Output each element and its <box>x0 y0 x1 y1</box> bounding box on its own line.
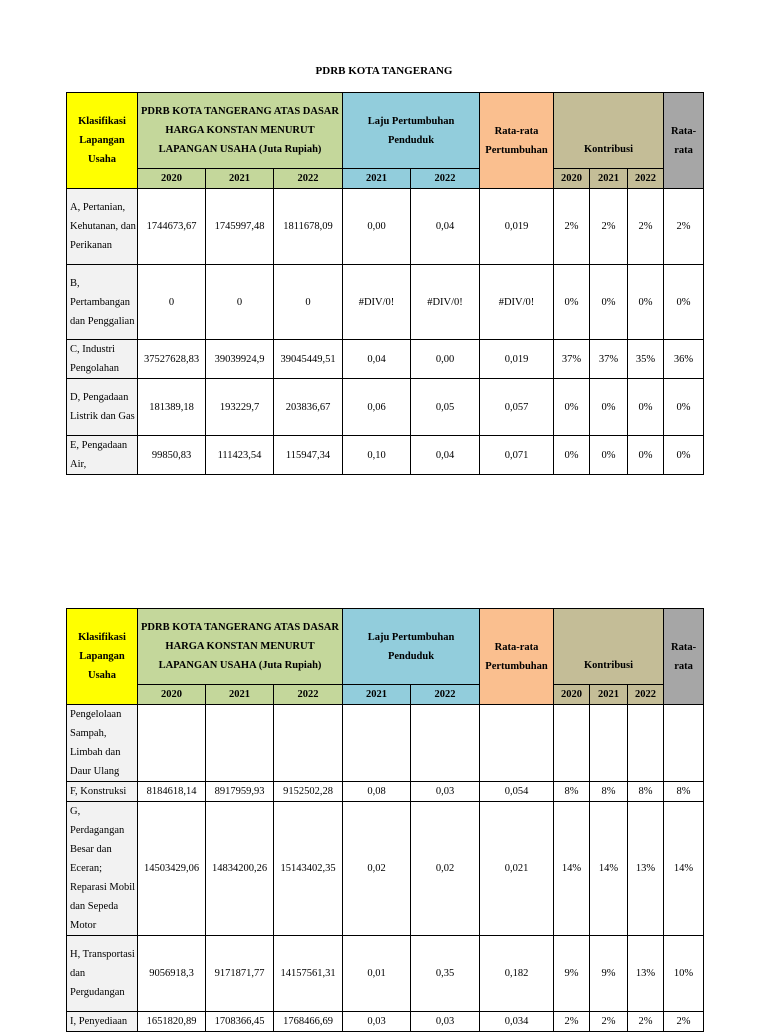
cell-k2021: 9% <box>590 936 628 1012</box>
cell-v2021 <box>206 705 274 782</box>
table-row <box>67 436 704 475</box>
cell-rata: 0,019 <box>480 340 554 379</box>
row-label: D, Pengadaan Listrik dan Gas <box>67 379 138 436</box>
cell-laju2022: 0,00 <box>411 340 480 379</box>
year-kontribusi: 2022 <box>628 685 664 705</box>
cell-avg: 0% <box>664 436 704 475</box>
cell-v2022: 0 <box>274 265 343 340</box>
table-row <box>67 936 704 1012</box>
header-pdrb: PDRB KOTA TANGERANG ATAS DASAR HARGA KONSTAN MENURUT LAPANGAN USAHA (Juta Rupiah) <box>138 609 343 685</box>
year-pdrb: 2020 <box>138 685 206 705</box>
cell-v2022: 115947,34 <box>274 436 343 475</box>
cell-laju2022: 0,05 <box>411 379 480 436</box>
header-ratarata: Rata-rata <box>664 93 704 189</box>
cell-avg: 14% <box>664 802 704 936</box>
cell-k2020: 14% <box>554 802 590 936</box>
cell-k2020: 0% <box>554 265 590 340</box>
table-row <box>67 782 704 802</box>
cell-laju2022: 0,04 <box>411 189 480 265</box>
cell-v2022 <box>274 705 343 782</box>
year-laju: 2021 <box>343 169 411 189</box>
cell-rata: 0,071 <box>480 436 554 475</box>
row-label: E, Pengadaan Air, <box>67 436 138 475</box>
cell-v2022: 1811678,09 <box>274 189 343 265</box>
cell-v2021: 0 <box>206 265 274 340</box>
year-pdrb: 2020 <box>138 169 206 189</box>
cell-laju2021: 0,06 <box>343 379 411 436</box>
cell-k2020: 8% <box>554 782 590 802</box>
cell-k2021: 0% <box>590 265 628 340</box>
header-laju: Laju Pertumbuhan Penduduk <box>343 93 480 169</box>
cell-avg: 36% <box>664 340 704 379</box>
table-row <box>67 1012 704 1032</box>
row-label: A, Pertanian, Kehutanan, dan Perikanan <box>67 189 138 265</box>
cell-k2022: 13% <box>628 936 664 1012</box>
cell-v2020: 14503429,06 <box>138 802 206 936</box>
cell-laju2022: 0,03 <box>411 1012 480 1032</box>
cell-laju2022 <box>411 705 480 782</box>
cell-k2022: 0% <box>628 436 664 475</box>
cell-k2021: 14% <box>590 802 628 936</box>
cell-rata <box>480 705 554 782</box>
header-pdrb: PDRB KOTA TANGERANG ATAS DASAR HARGA KONSTAN MENURUT LAPANGAN USAHA (Juta Rupiah) <box>138 93 343 169</box>
cell-rata: 0,182 <box>480 936 554 1012</box>
cell-rata: 0,057 <box>480 379 554 436</box>
header-kontribusi: Kontribusi <box>554 609 664 685</box>
table-row <box>67 802 704 936</box>
pdrb-table-2 <box>66 608 704 1032</box>
cell-v2020: 1651820,89 <box>138 1012 206 1032</box>
cell-avg: 8% <box>664 782 704 802</box>
table-row <box>67 189 704 265</box>
row-label: F, Konstruksi <box>67 782 138 802</box>
cell-v2020: 37527628,83 <box>138 340 206 379</box>
cell-v2022: 1768466,69 <box>274 1012 343 1032</box>
cell-avg: 2% <box>664 189 704 265</box>
row-label: H, Transportasi dan Pergudangan <box>67 936 138 1012</box>
cell-rata: 0,054 <box>480 782 554 802</box>
cell-k2022: 0% <box>628 379 664 436</box>
cell-v2021: 39039924,9 <box>206 340 274 379</box>
year-pdrb: 2022 <box>274 169 343 189</box>
cell-laju2021: 0,04 <box>343 340 411 379</box>
cell-laju2021: #DIV/0! <box>343 265 411 340</box>
cell-k2020: 9% <box>554 936 590 1012</box>
cell-v2020: 181389,18 <box>138 379 206 436</box>
cell-v2022: 15143402,35 <box>274 802 343 936</box>
year-pdrb: 2021 <box>206 685 274 705</box>
cell-v2020: 0 <box>138 265 206 340</box>
cell-rata: 0,021 <box>480 802 554 936</box>
header-klasifikasi: Klasifikasi Lapangan Usaha <box>67 609 138 705</box>
cell-k2020: 2% <box>554 1012 590 1032</box>
row-label: I, Penyediaan <box>67 1012 138 1032</box>
cell-k2021: 37% <box>590 340 628 379</box>
cell-v2022: 14157561,31 <box>274 936 343 1012</box>
cell-rata: 0,019 <box>480 189 554 265</box>
cell-k2020: 37% <box>554 340 590 379</box>
table-row <box>67 340 704 379</box>
cell-v2020: 99850,83 <box>138 436 206 475</box>
table-row <box>67 265 704 340</box>
cell-laju2021 <box>343 705 411 782</box>
cell-k2022 <box>628 705 664 782</box>
row-label: B, Pertambangan dan Penggalian <box>67 265 138 340</box>
row-label: G, Perdagangan Besar dan Eceran; Reparasi Mobil dan Sepeda Motor <box>67 802 138 936</box>
header-laju: Laju Pertumbuhan Penduduk <box>343 609 480 685</box>
page-title: PDRB KOTA TANGERANG <box>315 65 453 77</box>
cell-laju2022: 0,03 <box>411 782 480 802</box>
cell-k2021: 2% <box>590 1012 628 1032</box>
cell-k2022: 0% <box>628 265 664 340</box>
header-kontribusi: Kontribusi <box>554 93 664 169</box>
cell-rata: 0,034 <box>480 1012 554 1032</box>
cell-laju2022: 0,02 <box>411 802 480 936</box>
cell-v2020: 9056918,3 <box>138 936 206 1012</box>
cell-laju2021: 0,03 <box>343 1012 411 1032</box>
row-label: C, Industri Pengolahan <box>67 340 138 379</box>
header-ratarata: Rata-rata <box>664 609 704 705</box>
cell-v2021: 8917959,93 <box>206 782 274 802</box>
year-laju: 2022 <box>411 685 480 705</box>
table-row <box>67 379 704 436</box>
cell-v2021: 193229,7 <box>206 379 274 436</box>
year-pdrb: 2022 <box>274 685 343 705</box>
cell-avg: 2% <box>664 1012 704 1032</box>
cell-v2021: 111423,54 <box>206 436 274 475</box>
cell-k2020: 0% <box>554 379 590 436</box>
cell-laju2021: 0,00 <box>343 189 411 265</box>
cell-k2021 <box>590 705 628 782</box>
cell-k2021: 0% <box>590 379 628 436</box>
cell-v2021: 14834200,26 <box>206 802 274 936</box>
header-ratarata-pertumbuhan: Rata-rata Pertumbuhan <box>480 609 554 705</box>
cell-k2022: 35% <box>628 340 664 379</box>
cell-laju2022: 0,04 <box>411 436 480 475</box>
cell-laju2021: 0,01 <box>343 936 411 1012</box>
cell-v2020: 1744673,67 <box>138 189 206 265</box>
year-kontribusi: 2020 <box>554 169 590 189</box>
year-kontribusi: 2021 <box>590 169 628 189</box>
year-kontribusi: 2021 <box>590 685 628 705</box>
cell-laju2021: 0,08 <box>343 782 411 802</box>
year-laju: 2021 <box>343 685 411 705</box>
cell-v2021: 1745997,48 <box>206 189 274 265</box>
cell-v2020 <box>138 705 206 782</box>
cell-laju2021: 0,10 <box>343 436 411 475</box>
cell-v2022: 39045449,51 <box>274 340 343 379</box>
cell-v2021: 9171871,77 <box>206 936 274 1012</box>
cell-k2022: 13% <box>628 802 664 936</box>
cell-avg <box>664 705 704 782</box>
table-row <box>67 705 704 782</box>
cell-laju2021: 0,02 <box>343 802 411 936</box>
cell-v2022: 203836,67 <box>274 379 343 436</box>
cell-k2022: 2% <box>628 189 664 265</box>
cell-k2022: 2% <box>628 1012 664 1032</box>
cell-k2021: 0% <box>590 436 628 475</box>
cell-avg: 10% <box>664 936 704 1012</box>
year-kontribusi: 2020 <box>554 685 590 705</box>
cell-k2022: 8% <box>628 782 664 802</box>
cell-rata: #DIV/0! <box>480 265 554 340</box>
cell-v2020: 8184618,14 <box>138 782 206 802</box>
cell-k2021: 8% <box>590 782 628 802</box>
cell-laju2022: #DIV/0! <box>411 265 480 340</box>
header-klasifikasi: Klasifikasi Lapangan Usaha <box>67 93 138 189</box>
cell-k2020 <box>554 705 590 782</box>
cell-k2020: 0% <box>554 436 590 475</box>
cell-v2022: 9152502,28 <box>274 782 343 802</box>
row-label: Pengelolaan Sampah, Limbah dan Daur Ulang <box>67 705 138 782</box>
year-kontribusi: 2022 <box>628 169 664 189</box>
header-ratarata-pertumbuhan: Rata-rata Pertumbuhan <box>480 93 554 189</box>
cell-k2020: 2% <box>554 189 590 265</box>
pdrb-table-1 <box>66 92 704 475</box>
year-laju: 2022 <box>411 169 480 189</box>
cell-laju2022: 0,35 <box>411 936 480 1012</box>
cell-k2021: 2% <box>590 189 628 265</box>
cell-avg: 0% <box>664 265 704 340</box>
year-pdrb: 2021 <box>206 169 274 189</box>
cell-v2021: 1708366,45 <box>206 1012 274 1032</box>
cell-avg: 0% <box>664 379 704 436</box>
